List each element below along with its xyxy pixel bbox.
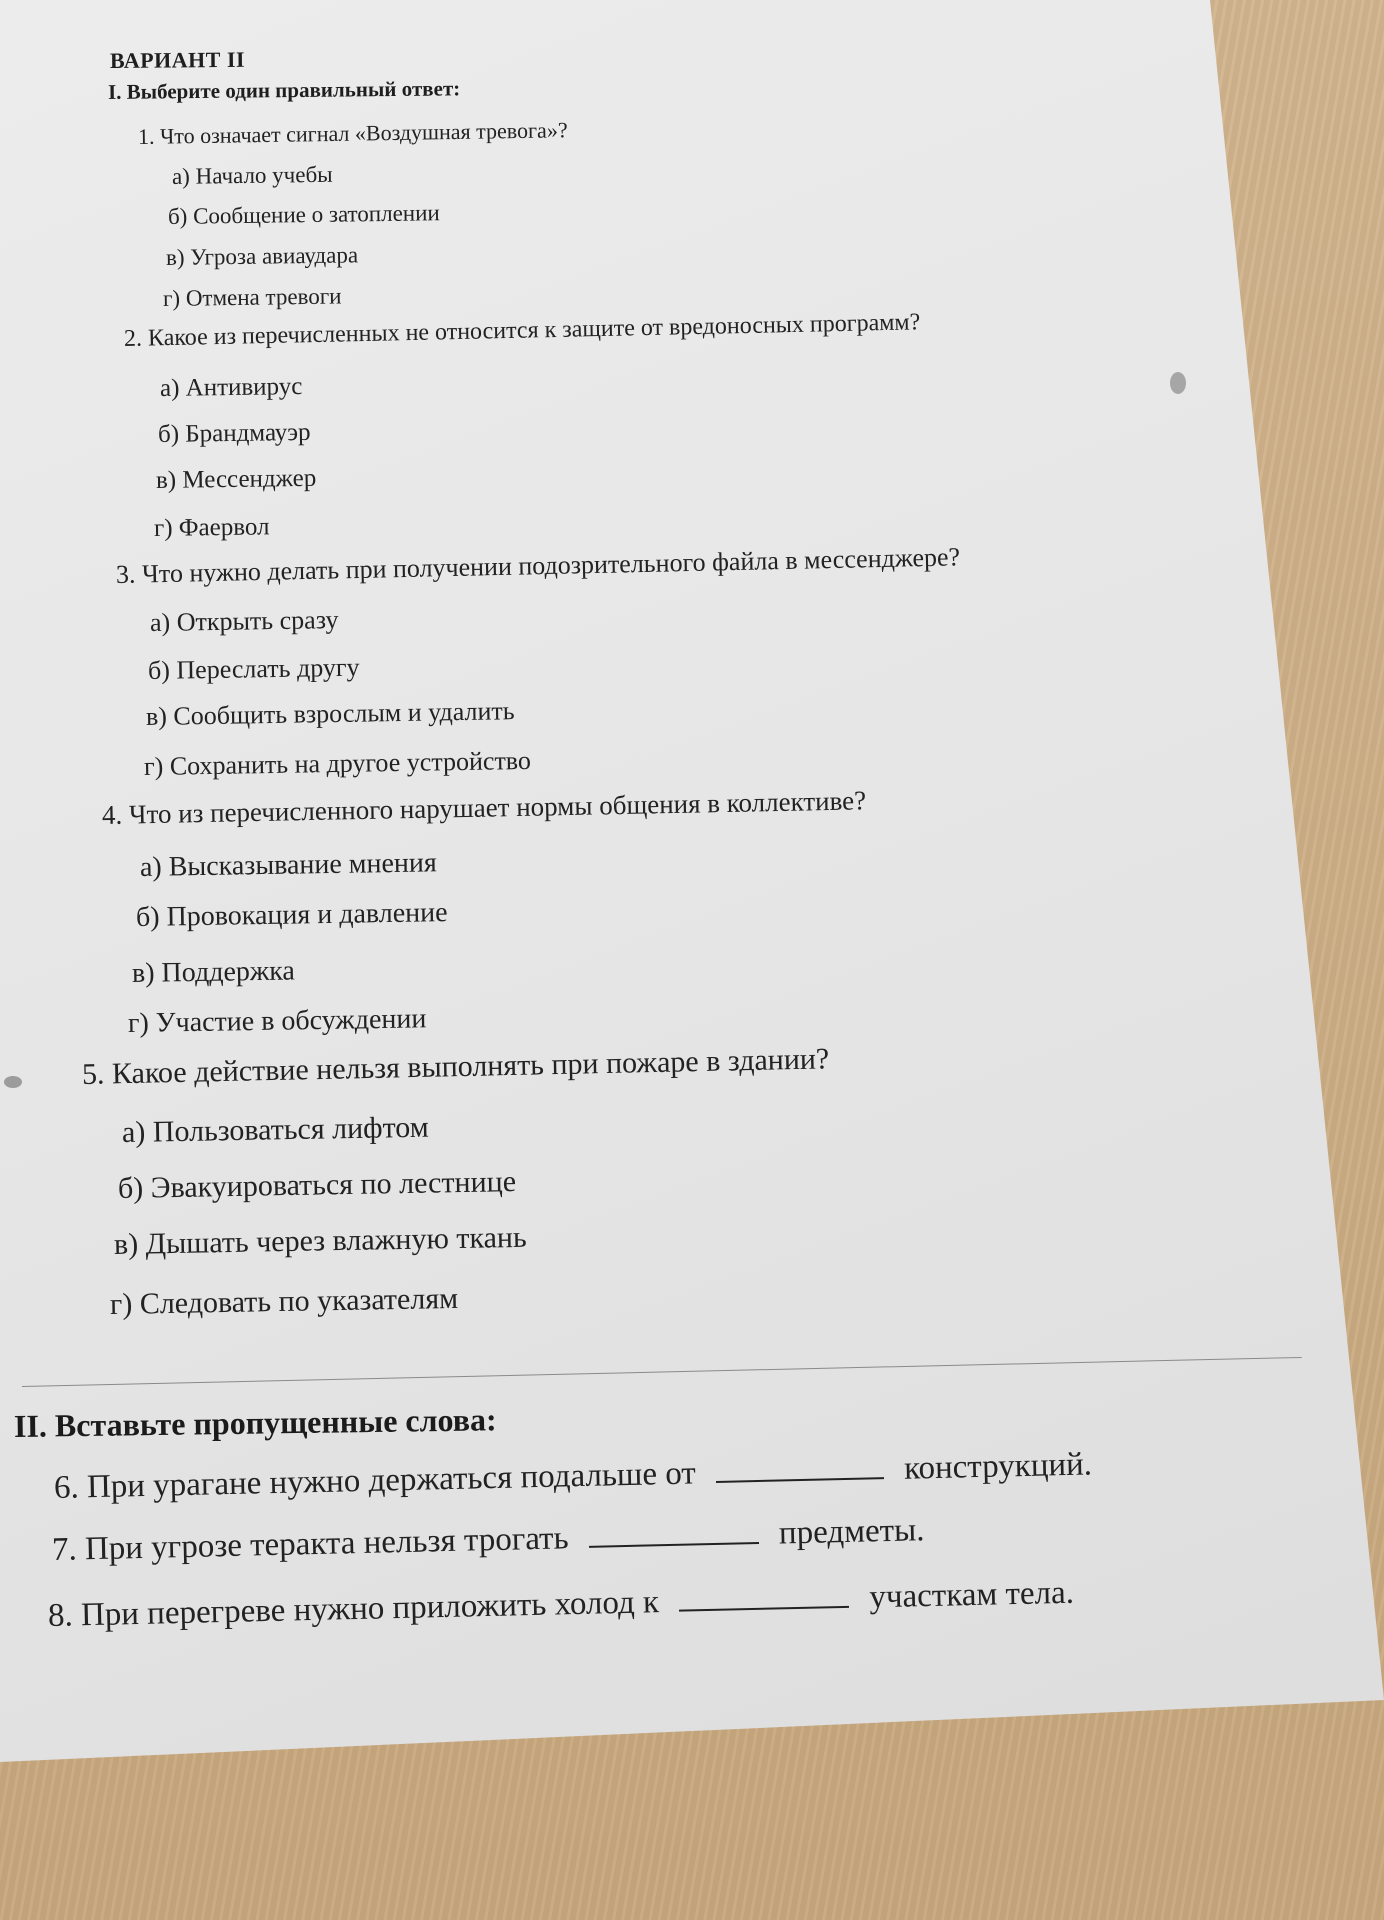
- question-2: 2. Какое из перечисленных не относится к защите от вредоносных программ?: [123, 309, 921, 352]
- q1-option-b: б) Сообщение о затоплении: [167, 200, 440, 229]
- fill-item-7-ending: предметы.: [778, 1512, 925, 1552]
- q4-option-b: б) Провокация и давление: [135, 897, 448, 933]
- paper-smudge: [1170, 372, 1186, 394]
- q5-option-c: в) Дышать через влажную ткань: [113, 1220, 527, 1261]
- q3-option-a: а) Открыть сразу: [149, 605, 339, 637]
- fill-item-8-ending: участкам тела.: [869, 1574, 1075, 1616]
- fill-item-7-blank[interactable]: [589, 1541, 759, 1548]
- section1-title: I. Выберите один правильный ответ:: [107, 76, 461, 104]
- section-divider: [22, 1357, 1302, 1387]
- q3-option-c: в) Сообщить взрослым и удалить: [145, 696, 515, 731]
- q1-option-d: г) Отмена тревоги: [162, 283, 342, 311]
- fill-item-8: [48, 1575, 1075, 1635]
- q2-option-a: а) Антивирус: [159, 373, 303, 402]
- question-5: 5. Какое действие нельзя выполнять при пожаре в здании?: [81, 1042, 830, 1091]
- q2-option-d: г) Фаервол: [153, 513, 270, 542]
- q1-option-c: в) Угроза авиаудара: [165, 242, 359, 270]
- fill-item-6: [54, 1446, 1093, 1507]
- q2-option-c: в) Мессенджер: [155, 464, 317, 494]
- section2-title: II. Вставьте пропущенные слова:: [13, 1401, 497, 1444]
- q5-option-d: г) Следовать по указателям: [109, 1281, 459, 1321]
- fill-item-8-text: 8. При перегреве нужно приложить холод к: [47, 1584, 660, 1634]
- fill-item-7: [52, 1512, 925, 1569]
- fill-item-7-text: 7. При угрозе теракта нельзя трогать: [51, 1520, 569, 1568]
- fill-item-8-blank[interactable]: [679, 1605, 849, 1612]
- question-3: 3. Что нужно делать при получении подозрительного файла в мессенджере?: [115, 542, 961, 589]
- q3-option-d: г) Сохранить на другое устройство: [143, 745, 532, 781]
- q2-option-b: б) Брандмауэр: [157, 418, 311, 448]
- fill-item-6-ending: конструкций.: [903, 1446, 1093, 1487]
- q4-option-a: а) Высказывание мнения: [139, 847, 438, 883]
- paper-smudge-left: [4, 1076, 22, 1088]
- question-4: 4. Что из перечисленного нарушает нормы общения в коллективе?: [101, 785, 867, 830]
- q5-option-b: б) Эвакуироваться по лестнице: [117, 1165, 517, 1205]
- q4-option-d: г) Участие в обсуждении: [127, 1003, 427, 1039]
- q4-option-c: в) Поддержка: [131, 955, 296, 989]
- fill-item-6-blank[interactable]: [716, 1476, 884, 1483]
- q3-option-b: б) Переслать другу: [147, 652, 360, 685]
- variant-title: ВАРИАНТ II: [109, 46, 246, 73]
- question-1: 1. Что означает сигнал «Воздушная тревога»?: [137, 117, 568, 149]
- q1-option-a: а) Начало учебы: [171, 161, 333, 189]
- q5-option-a: а) Пользоваться лифтом: [121, 1110, 429, 1149]
- fill-item-6-text: 6. При урагане нужно держаться подальше от: [53, 1455, 697, 1506]
